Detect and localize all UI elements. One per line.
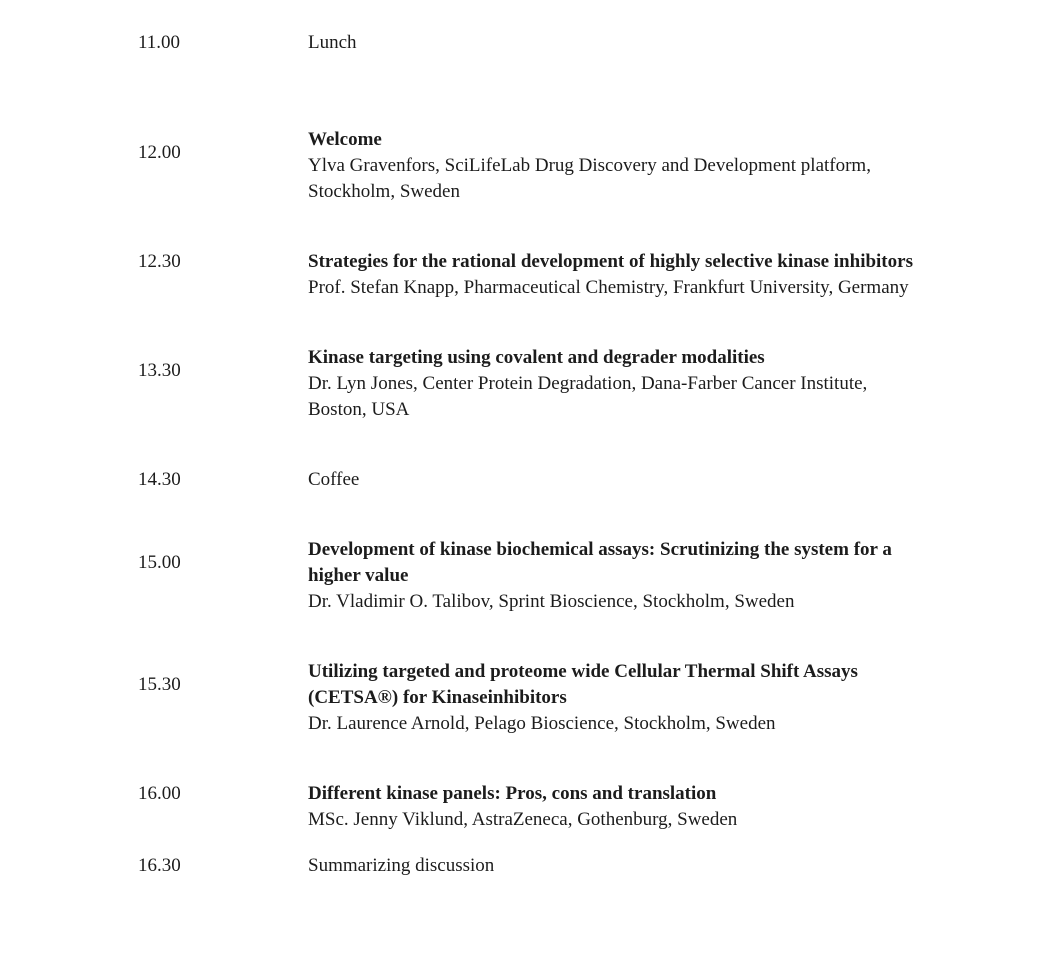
session-title-line: higher value [308, 565, 409, 586]
session-title-line: Development of kinase biochemical assays: Scrutinizing the system for a [308, 539, 892, 560]
session-time: 12.00 [138, 142, 181, 163]
schedule-row [138, 249, 1053, 301]
session-description [308, 127, 1053, 205]
session-time: 16.00 [138, 783, 181, 804]
schedule-row [138, 781, 1053, 833]
session-title-line: Kinase targeting using covalent and degrader modalities [308, 347, 765, 368]
schedule-list [138, 30, 1053, 879]
session-detail-line: Dr. Laurence Arnold, Pelago Bioscience, Stockholm, Sweden [308, 713, 776, 734]
session-detail-line: Lunch [308, 32, 357, 53]
session-description [308, 467, 1053, 493]
session-time: 16.30 [138, 855, 181, 876]
session-title-line: Welcome [308, 129, 382, 150]
session-detail-line: Stockholm, Sweden [308, 181, 460, 202]
schedule-row [138, 467, 1053, 493]
session-detail-line: Prof. Stefan Knapp, Pharmaceutical Chemistry, Frankfurt University, Germany [308, 277, 909, 298]
session-description [308, 659, 1053, 737]
schedule-row [138, 30, 1053, 56]
session-description [308, 30, 1053, 56]
session-detail-line: Ylva Gravenfors, SciLifeLab Drug Discovery and Development platform, [308, 155, 871, 176]
schedule-row [138, 853, 1053, 879]
session-description [308, 781, 1053, 833]
session-detail-line: Dr. Lyn Jones, Center Protein Degradation, Dana-Farber Cancer Institute, [308, 373, 868, 394]
session-description [308, 853, 1053, 879]
session-title-line: Utilizing targeted and proteome wide Cellular Thermal Shift Assays [308, 661, 858, 682]
session-detail-line: Summarizing discussion [308, 855, 495, 876]
session-detail-line: Dr. Vladimir O. Talibov, Sprint Bioscience, Stockholm, Sweden [308, 591, 795, 612]
session-title-line: (CETSA®) for Kinaseinhibitors [308, 687, 567, 708]
session-time: 15.30 [138, 674, 181, 695]
schedule-row [138, 537, 1053, 615]
schedule-row [138, 127, 1053, 205]
schedule-row [138, 659, 1053, 737]
session-description [308, 537, 1053, 615]
session-time: 13.30 [138, 360, 181, 381]
session-detail-line: Coffee [308, 469, 360, 490]
session-title-line: Strategies for the rational development of highly selective kinase inhibitors [308, 251, 913, 272]
schedule-row [138, 345, 1053, 423]
session-description [308, 345, 1053, 423]
session-title-line: Different kinase panels: Pros, cons and translation [308, 783, 717, 804]
session-detail-line: MSc. Jenny Viklund, AstraZeneca, Gothenburg, Sweden [308, 809, 738, 830]
session-time: 15.00 [138, 552, 181, 573]
session-time: 11.00 [138, 32, 181, 53]
session-description [308, 249, 1053, 301]
session-detail-line: Boston, USA [308, 399, 410, 420]
session-time: 14.30 [138, 469, 181, 490]
session-time: 12.30 [138, 251, 181, 272]
